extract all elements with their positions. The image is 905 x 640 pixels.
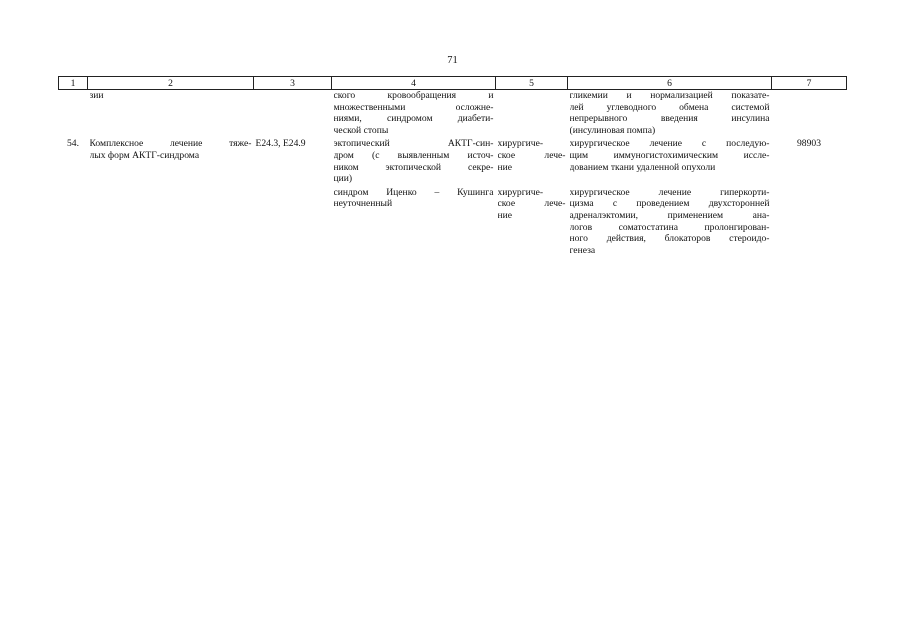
treatment-method <box>568 185 772 257</box>
patient-model-line: ского кровообращения и <box>333 90 494 101</box>
patient-model-line: дром (с выявленным источ- <box>333 149 494 161</box>
treatment-method-line: ного действия, блокаторов стероидо- <box>569 233 770 245</box>
treatment-method-line: непрерывного введения инсулина <box>569 113 770 125</box>
treatment-name <box>88 185 254 257</box>
patient-model-line: ниями, синдромом диабети- <box>333 113 494 125</box>
treatment-method-line: дованием ткани удаленной опухоли <box>569 161 716 173</box>
treatment-name-line: Комплексное лечение тяже- <box>89 138 252 150</box>
patient-model-line: неуточненный <box>333 198 393 210</box>
icd-codes: E24.3, E24.9 <box>255 138 306 150</box>
patient-model <box>332 90 496 137</box>
patient-model <box>332 136 496 184</box>
col-header-1: 1 <box>59 77 88 90</box>
treatment-name <box>88 90 254 137</box>
patient-model-line: синдром Иценко – Кушинга <box>333 186 494 198</box>
patient-model-line: ции) <box>333 173 353 185</box>
treatment-table <box>58 76 847 256</box>
col-header-6: 6 <box>568 77 772 90</box>
cost-value: 98903 <box>797 138 821 150</box>
treatment-method-line: щим иммуногистохимическим иссле- <box>569 149 770 161</box>
col-header-5: 5 <box>496 77 568 90</box>
page-number: 71 <box>447 55 458 66</box>
col-header-3: 3 <box>254 77 332 90</box>
treatment-name-line: зии <box>89 90 104 101</box>
row-number <box>59 90 88 137</box>
treatment-type-line: ское лече- <box>497 198 566 210</box>
patient-model-line: ческой стопы <box>333 124 389 136</box>
icd-codes <box>254 185 332 257</box>
row-number <box>59 185 88 257</box>
treatment-method-line: (инсулиновая помпа) <box>569 124 656 136</box>
treatment-type-line: хирургиче- <box>497 186 544 198</box>
treatment-type-line: ние <box>497 161 513 173</box>
table-row <box>59 185 847 257</box>
treatment-type-line: хирургиче- <box>497 138 544 150</box>
treatment-type <box>496 185 568 257</box>
treatment-type-line: ское лече- <box>497 149 566 161</box>
treatment-method-line: лей углеводного обмена системой <box>569 101 770 113</box>
treatment-method-line: цизма с проведением двухсторонней <box>569 198 770 210</box>
patient-model-line: множественными осложне- <box>333 101 494 113</box>
treatment-type <box>496 136 568 184</box>
treatment-method-line: хирургическое лечение с последую- <box>569 138 770 150</box>
icd-codes <box>254 90 332 137</box>
cost-value <box>772 90 847 137</box>
row-number: 54. <box>67 138 79 150</box>
treatment-method-line: адреналэктомии, применением ана- <box>569 209 770 221</box>
cost-value <box>772 185 847 257</box>
treatment-method-line: гликемии и нормализацией показате- <box>569 90 770 101</box>
patient-model-line: ником эктопической секре- <box>333 161 494 173</box>
patient-model <box>332 185 496 257</box>
treatment-method-line: хирургическое лечение гиперкорти- <box>569 186 770 198</box>
treatment-method <box>568 90 772 137</box>
col-header-4: 4 <box>332 77 496 90</box>
treatment-method-line: логов соматостатина пролонгирован- <box>569 221 770 233</box>
table-row <box>59 90 847 137</box>
treatment-type-line: ние <box>497 209 513 221</box>
treatment-method <box>568 136 772 184</box>
header-row <box>59 77 847 90</box>
col-header-7: 7 <box>772 77 847 90</box>
treatment-type <box>496 90 568 137</box>
table-row <box>59 136 847 184</box>
patient-model-line: эктопический АКТГ-син- <box>333 138 494 150</box>
treatment-method-line: генеза <box>569 244 596 256</box>
treatment-name-line: лых форм АКТГ-синдрома <box>89 149 200 161</box>
col-header-2: 2 <box>88 77 254 90</box>
treatment-name <box>88 136 254 184</box>
